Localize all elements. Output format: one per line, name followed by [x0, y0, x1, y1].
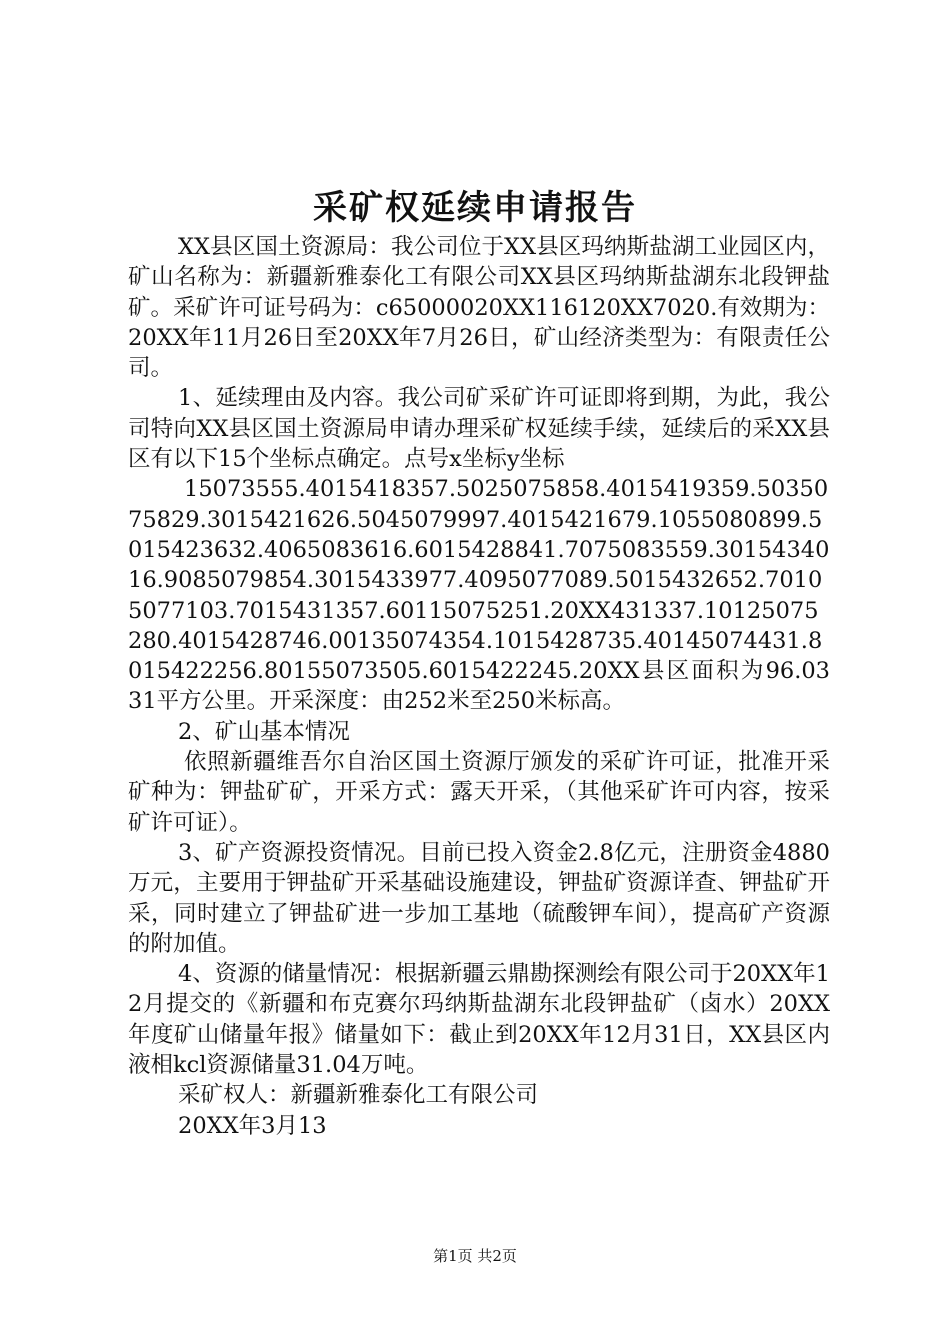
paragraph-intro: XX县区国土资源局：我公司位于XX县区玛纳斯盐湖工业园区内，矿山名称为：新疆新雅泰化工有限公司XX县区玛纳斯盐湖东北段钾盐矿。采矿许可证号码为：c65000020XX116120XX7020.有效期为：20XX年11月26日至20XX年7月26日，矿山经济类型为：有限责任公司。 — [128, 234, 830, 382]
applicant-line: 采矿权人：新疆新雅泰化工有限公司 — [178, 1082, 539, 1109]
paragraph-coordinates: 15073555.4015418357.5025075858.4015419359.5035075829.3015421626.5045079997.4015421679.1055080899.5015423632.4065083616.6015428841.7075083559.3015434016.9085079854.3015433977.4095077089.5015432652.70105077103.7015431357.60115075251.20XX431337.10125075280.4015428746.00135074354.1015428735.40145074431.8015422256.80155073505.6015422245.20XX县区面积为96.0331平方公里。开采深度：由252米至250米标高。 — [128, 476, 830, 715]
date-line: 20XX年3月13 — [178, 1112, 327, 1139]
paragraph-reserves: 4、资源的储量情况：根据新疆云鼎勘探测绘有限公司于20XX年12月提交的《新疆和布克赛尔玛纳斯盐湖东北段钾盐矿（卤水）20XX年度矿山储量年报》储量如下：截止到20XX年12月31日，XX县区内液相kcl资源储量31.04万吨。 — [128, 961, 830, 1079]
document-body — [128, 232, 830, 1141]
paragraph-investment: 3、矿产资源投资情况。目前已投入资金2.8亿元，注册资金4880万元，主要用于钾盐矿开采基础设施建设，钾盐矿资源详查、钾盐矿开采，同时建立了钾盐矿进一步加工基地（硫酸钾车间），提高矿产资源的附加值。 — [128, 839, 830, 957]
section-heading-mine-info: 2、矿山基本情况 — [178, 718, 350, 745]
document-title: 采矿权延续申请报告 — [313, 188, 637, 228]
page-footer: 第1页 共2页 — [433, 1247, 517, 1265]
paragraph-mine-info: 依照新疆维吾尔自治区国土资源厅颁发的采矿许可证，批准开采矿种为：钾盐矿矿，开采方式：露天开采，（其他采矿许可内容，按采矿许可证）。 — [128, 749, 830, 836]
paragraph-renewal-reason: 1、延续理由及内容。我公司矿采矿许可证即将到期，为此，我公司特向XX县区国土资源局申请办理采矿权延续手续，延续后的采XX县区有以下15个坐标点确定。点号x坐标y坐标 — [128, 385, 830, 473]
